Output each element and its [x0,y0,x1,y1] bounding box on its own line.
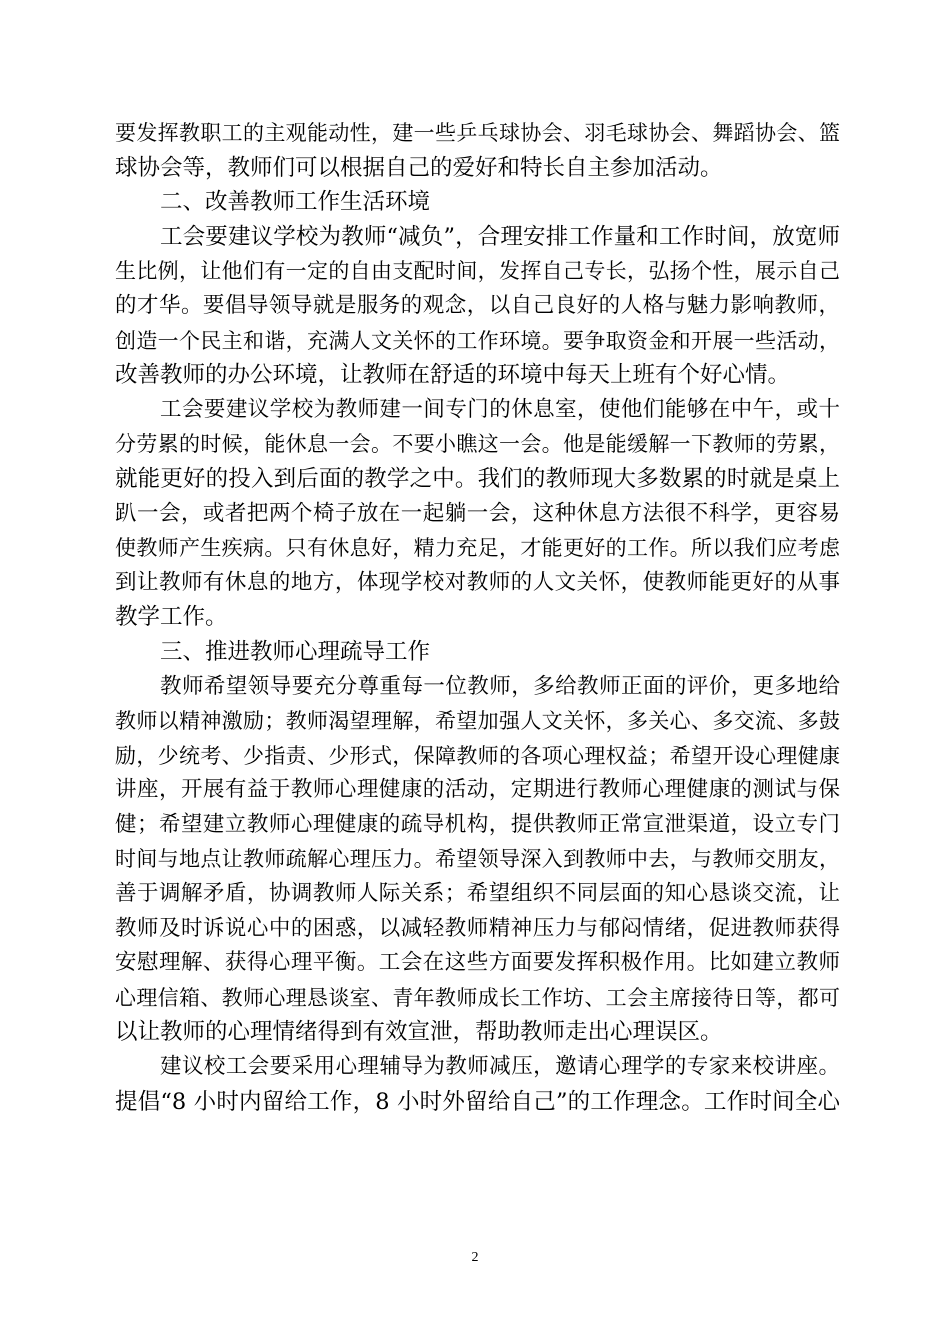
text-line: 讲座，开展有益于教师心理健康的活动，定期进行教师心理健康的测试与保 [115,777,840,803]
text-line: 要发挥教职工的主观能动性，建一些乒乓球协会、羽毛球协会、舞蹈协会、篮 [115,121,840,145]
text-line: 工会要建议学校为教师“减负”，合理安排工作量和工作时间，放宽师 [160,223,840,250]
text-line: 教师希望领导要充分尊重每一位教师，多给教师正面的评价，更多地给 [160,673,840,699]
text-line: 生比例，让他们有一定的自由支配时间，发挥自己专长，弘扬个性，展示自己 [115,259,840,284]
text-line: 以让教师的心理情绪得到有效宣泄，帮助教师走出心理误区。 [115,1019,723,1046]
text-line: 创造一个民主和谐，充满人文关怀的工作环境。要争取资金和开展一些活动， [115,328,840,353]
text-line: 时间与地点让教师疏解心理压力。希望领导深入到教师中去，与教师交朋友， [115,847,840,872]
text-line: 改善教师的办公环境，让教师在舒适的环境中每天上班有个好心情。 [115,362,791,389]
text-line: 使教师产生疾病。只有休息好，精力充足，才能更好的工作。所以我们应考虑 [115,536,840,561]
text-line: 教师及时诉说心中的困惑，以减轻教师精神压力与郁闷情绪，促进教师获得 [115,915,840,941]
text-line: 到让教师有休息的地方，体现学校对教师的人文关怀，使教师能更好的从事 [115,569,840,595]
text-line: 建议校工会要采用心理辅导为教师减压，邀请心理学的专家来校讲座。 [160,1054,840,1080]
text-line: 三、推进教师心理疏导工作 [160,638,431,665]
text-line: 的才华。要倡导领导就是服务的观念，以自己良好的人格与魅力影响教师， [115,292,840,318]
document-body [115,116,840,1119]
text-line: 教学工作。 [115,604,228,631]
page-number: 2 [471,1250,479,1265]
text-line: 球协会等，教师们可以根据自己的爱好和特长自主参加活动。 [115,154,723,181]
text-line: 提倡“8 小时内留给工作，8 小时外留给自己”的工作理念。工作时间全心 [115,1088,840,1115]
text-line: 心理信箱、教师心理恳谈室、青年教师成长工作坊、工会主席接待日等，都可 [115,985,840,1010]
text-line: 善于调解矛盾，协调教师人际关系；希望组织不同层面的知心恳谈交流，让 [115,881,840,907]
text-line: 健；希望建立教师心理健康的疏导机构，提供教师正常宣泄渠道，设立专门 [115,811,840,837]
text-line: 安慰理解、获得心理平衡。工会在这些方面要发挥积极作用。比如建立教师 [115,950,840,976]
text-line: 二、改善教师工作生活环境 [160,189,431,216]
text-line: 励，少统考、少指责、少形式，保障教师的各项心理权益；希望开设心理健康 [115,743,840,768]
text-line: 工会要建议学校为教师建一间专门的休息室，使他们能够在中午，或十 [160,396,840,422]
text-line: 分劳累的时候，能休息一会。不要小瞧这一会。他是能缓解一下教师的劳累， [115,432,840,457]
text-line: 教师以精神激励；教师渴望理解，希望加强人文关怀，多关心、多交流、多鼓 [115,709,840,734]
text-line: 就能更好的投入到后面的教学之中。我们的教师现大多数累的时就是桌上 [115,465,840,492]
text-line: 趴一会，或者把两个椅子放在一起躺一会，这种休息方法很不科学，更容易 [115,500,840,526]
